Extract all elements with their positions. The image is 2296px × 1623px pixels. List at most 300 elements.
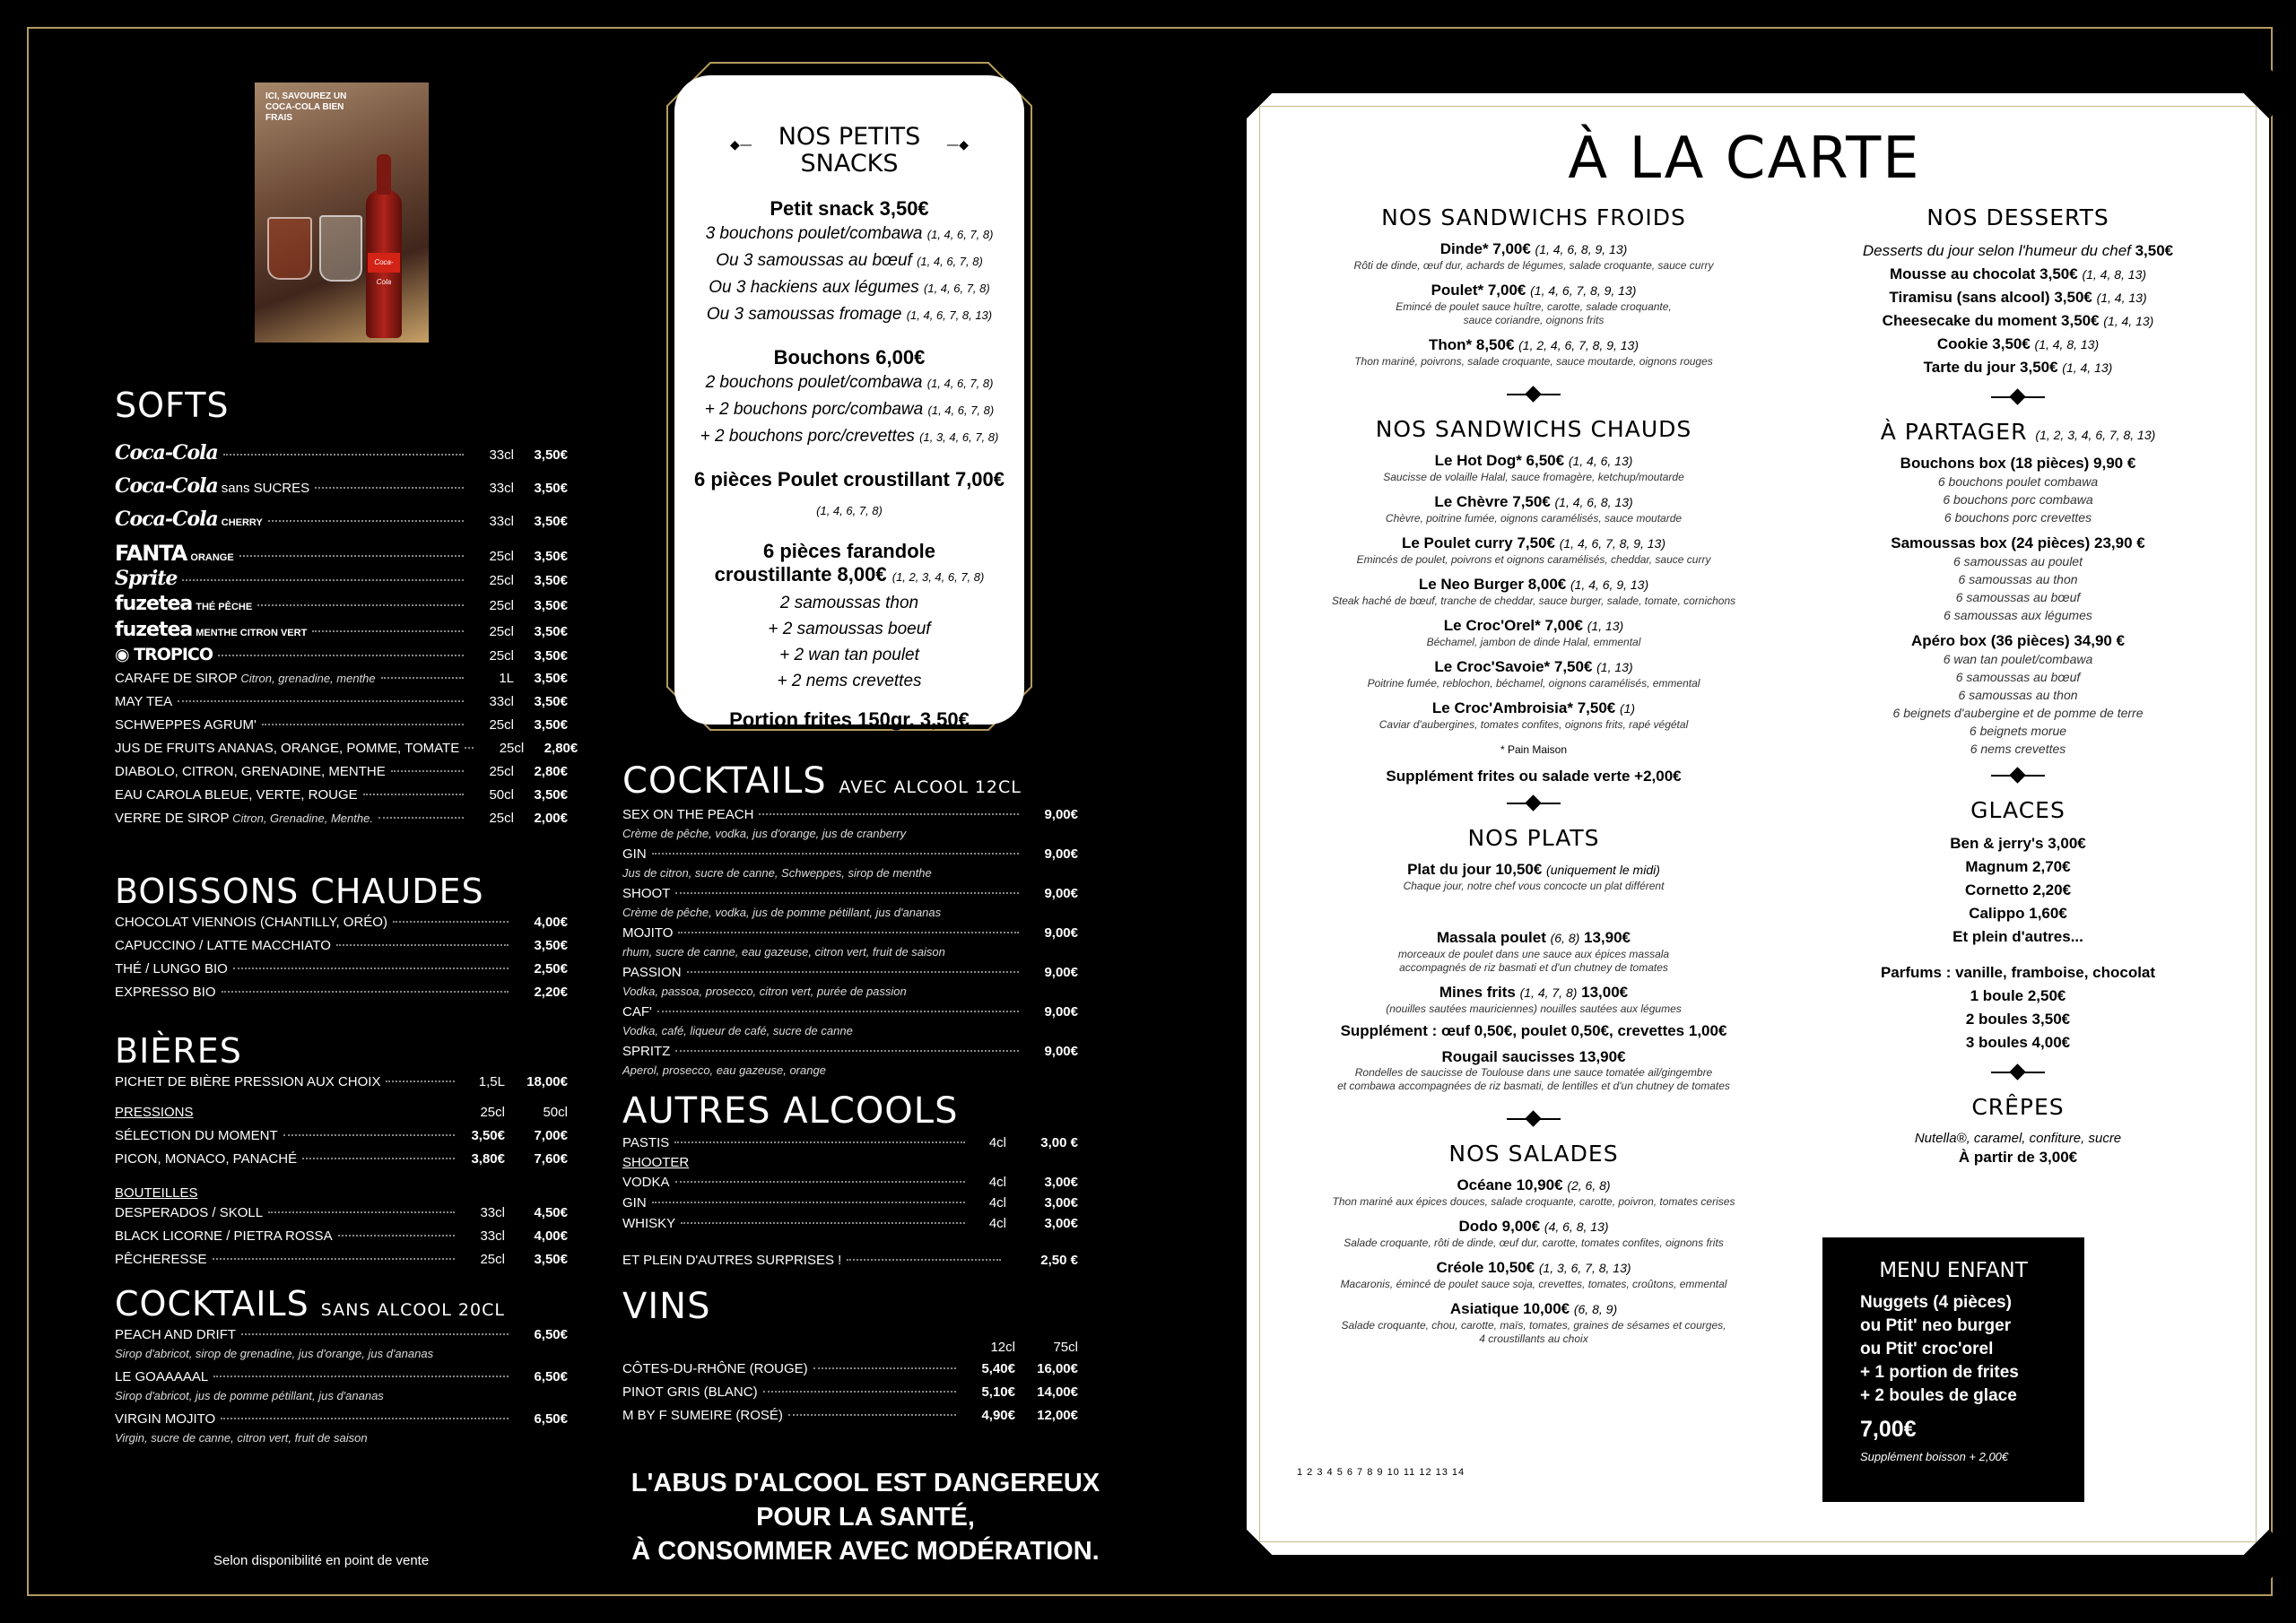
allergens: (1, 2, 4, 6, 7, 8, 9, 13) <box>1518 338 1639 352</box>
item-name <box>115 541 234 566</box>
menu-row <box>115 474 568 508</box>
snack-title <box>674 563 1024 590</box>
box-line: 6 samoussas au poulet <box>1953 554 2083 568</box>
item-name <box>622 886 670 901</box>
item-label: DIABOLO, CITRON, GRENADINE, MENTHE <box>115 764 386 779</box>
item-price: 3,50€ <box>534 481 568 496</box>
cocktails-sans-list <box>115 1327 568 1454</box>
bieres-list <box>115 1074 568 1275</box>
item-label: CHOCOLAT VIENNOIS (CHANTILLY, ORÉO) <box>115 915 387 930</box>
item-desc: Crème de pêche, vodka, jus d'orange, jus de cranberry <box>622 827 907 840</box>
menu-enfant-line: + 2 boules de glace <box>1860 1386 2017 1405</box>
coca-cola-poster <box>255 82 429 343</box>
allergens: (1, 4, 6, 13) <box>1568 454 1633 468</box>
item-label: VODKA <box>622 1175 670 1190</box>
item-price: 3,50€ <box>534 938 568 953</box>
pain-maison-note: * Pain Maison <box>1500 743 1568 756</box>
dish-desc: Emincés de poulet, poivrons et oignons caramélisés, cheddar, sauce curry <box>1356 553 1711 566</box>
item-size: 5,10€ <box>981 1384 1015 1400</box>
frites-snack: Portion frites 150gr. 3,50€ <box>729 708 970 731</box>
farandole-snack <box>674 540 1024 694</box>
item-size: 4cl <box>988 1195 1006 1211</box>
menu-row <box>622 965 1078 985</box>
dessert-item <box>1767 309 2269 333</box>
dish-desc: accompagnés de riz basmati et d'un chutney de tomates <box>1399 961 1668 974</box>
menu-row <box>622 925 1078 945</box>
allergens: (6, 8, 9) <box>1573 1302 1618 1316</box>
carte-panel <box>1247 93 2269 1555</box>
snack-title: Petit snack 3,50€ <box>770 197 929 220</box>
footnote: Selon disponibilité en point de vente <box>213 1553 430 1568</box>
menu-row <box>622 807 1078 827</box>
item-name <box>115 938 331 953</box>
leader-dots <box>813 1367 956 1369</box>
dish-desc: Poitrine fumée, reblochon, béchamel, oignons caramélisés, emmental <box>1367 677 1700 690</box>
dish-name <box>1274 281 1794 300</box>
pressions-label: PRESSIONS <box>115 1105 194 1120</box>
item-size: 4cl <box>988 1175 1006 1190</box>
item-name <box>622 1253 841 1268</box>
item-name <box>115 787 358 803</box>
item-desc: Citron, Grenadine, Menthe. <box>229 812 373 825</box>
spacer <box>1274 484 1794 492</box>
snack-text: + 2 bouchons porc/combawa <box>704 400 928 419</box>
menu-row <box>115 1228 568 1252</box>
dish-name <box>1274 534 1794 553</box>
leader-dots <box>675 892 1019 894</box>
item-name <box>622 1361 808 1376</box>
supplement-frites: Supplément frites ou salade verte +2,00€ <box>1386 768 1682 785</box>
brand-variant: CHERRY <box>221 517 263 528</box>
item-label: BLACK LICORNE / PIETRA ROSSA <box>115 1228 333 1244</box>
brand-logo: Coca-Cola <box>115 441 218 464</box>
dish-title: Le Hot Dog* 6,50€ <box>1434 452 1569 469</box>
item-price: 2,50 € <box>1040 1253 1078 1268</box>
item-price: 3,50€ <box>534 787 568 803</box>
dish-title: Asiatique 10,00€ <box>1449 1300 1574 1317</box>
spacer <box>1274 369 1794 377</box>
spacer <box>1274 1209 1794 1217</box>
spacer <box>1274 273 1794 281</box>
col-header: 75cl <box>1053 1340 1078 1355</box>
leader-dots <box>257 604 464 606</box>
box-line: 6 samoussas au thon <box>1958 688 2078 702</box>
item-name <box>115 1369 208 1384</box>
item-label: PASSION <box>622 965 682 980</box>
diamond-icon: ◆— <box>730 138 752 152</box>
dish-title: Mines frits <box>1439 984 1520 1001</box>
dish-desc: Thon mariné aux épices douces, salade croquante, carotte, poivron, tomates cerises <box>1332 1195 1735 1208</box>
glace-parfums: Parfums : vanille, framboise, chocolat <box>1880 964 2156 981</box>
brand-variant: THÉ PÊCHE <box>196 602 253 612</box>
divider-icon <box>1991 1063 2045 1081</box>
menu-row <box>115 938 568 961</box>
dessert-item <box>1767 286 2269 309</box>
spacer <box>1274 893 1794 901</box>
item-size: 33cl <box>480 1228 505 1244</box>
carte-title: À LA CARTE <box>1568 126 1921 192</box>
item-price: 16,00€ <box>1037 1361 1078 1376</box>
item-label: CARAFE DE SIROP <box>115 671 238 686</box>
item-label: SEX ON THE PEACH <box>622 807 754 822</box>
dessert-name: Cheesecake du moment <box>1882 312 2062 329</box>
spacer <box>1274 567 1794 575</box>
menu-row <box>115 441 568 474</box>
item-name <box>115 1411 215 1427</box>
brand-logo: Coca-Cola <box>115 474 218 498</box>
menu-row <box>115 717 568 741</box>
leader-dots <box>657 1011 1019 1012</box>
dish-desc: morceaux de poulet dans une sauce aux épices massala <box>1397 948 1670 960</box>
item-size: 4cl <box>988 1216 1006 1231</box>
dish-name <box>1274 239 1794 259</box>
menu-row <box>115 671 568 694</box>
item-size: 3,50€ <box>471 1128 505 1143</box>
item-desc: Virgin, sucre de canne, citron vert, fruit de saison <box>115 1431 368 1445</box>
menu-row <box>622 1384 1078 1408</box>
item-price: 9,00€ <box>1044 965 1078 980</box>
crepes-toppings: Nutella®, caramel, confiture, sucre <box>1914 1131 2122 1146</box>
dessert-item <box>1767 333 2269 356</box>
spacer <box>1274 975 1794 983</box>
leader-dots <box>381 677 464 679</box>
dish-name <box>1274 1176 1794 1195</box>
dish-desc: Rondelles de saucisse de Toulouse dans une sauce tomatée ail/gingembre <box>1354 1066 1713 1079</box>
box-line: 6 bouchons porc crevettes <box>1944 510 2092 525</box>
glace-boule: 1 boule 2,50€ <box>1970 987 2066 1004</box>
menu-row <box>115 1369 568 1389</box>
plats-title: NOS PLATS <box>1467 825 1600 851</box>
spacer <box>1274 1291 1794 1299</box>
glass-icon <box>267 217 312 280</box>
leader-dots <box>675 1050 1019 1052</box>
item-name <box>115 811 373 826</box>
leader-dots <box>386 1081 455 1082</box>
item-price: 9,00€ <box>1044 886 1078 901</box>
item-label: GIN <box>622 1195 647 1211</box>
spacer <box>1274 1250 1794 1258</box>
snack-line: + 2 wan tan poulet <box>779 646 919 664</box>
item-size: 25cl <box>489 648 514 664</box>
dessert-name: Tarte du jour <box>1923 359 2021 376</box>
plats-list <box>1274 860 1794 1101</box>
leader-dots <box>378 817 464 819</box>
item-desc: Aperol, prosecco, eau gazeuse, orange <box>622 1063 826 1077</box>
box-line: 6 samoussas au bœuf <box>1955 670 2081 684</box>
dish-title: Rougail saucisses 13,90€ <box>1441 1048 1626 1065</box>
allergens: (1, 4, 13) <box>2062 360 2113 375</box>
snack-title: 6 pièces farandole <box>763 540 935 562</box>
brand-logo: ◉ TROPICO <box>115 645 213 664</box>
dish-name <box>1274 1047 1794 1066</box>
item-price: 9,00€ <box>1044 1004 1078 1020</box>
item-name <box>622 1044 670 1059</box>
dessert-item <box>1767 263 2269 286</box>
item-price: 3,00€ <box>1044 1195 1078 1211</box>
partager-title: À PARTAGER (1, 2, 3, 4, 6, 7, 8, 13) <box>1880 419 2156 445</box>
snack-text: 3 bouchons poulet/combawa <box>705 224 927 243</box>
item-price: 3,00€ <box>1044 1216 1078 1231</box>
allergens: (1, 3, 4, 6, 7, 8) <box>919 430 999 444</box>
snack-line <box>674 247 1024 274</box>
leader-dots <box>283 1134 455 1136</box>
item-price: 3,50€ <box>534 648 568 664</box>
col-header: 12cl <box>990 1340 1015 1355</box>
item-label: THÉ / LUNGO BIO <box>115 961 228 976</box>
leader-dots <box>393 921 509 923</box>
menu-row <box>115 1128 568 1151</box>
item-price: 2,20€ <box>534 985 568 1000</box>
item-desc: rhum, sucre de canne, eau gazeuse, citron vert, fruit de saison <box>622 945 945 959</box>
item-label: PÊCHERESSE <box>115 1252 207 1267</box>
boissons-chaudes-title: BOISSONS CHAUDES <box>115 872 484 911</box>
menu-row <box>115 645 568 671</box>
item-label: CAPUCCINO / LATTE MACCHIATO <box>115 938 331 953</box>
item-price: 3,00 € <box>1040 1135 1078 1150</box>
item-label: JUS DE FRUITS ANANAS, ORANGE, POMME, TOMATE <box>115 741 460 756</box>
dish-title: Le Croc'Orel* 7,00€ <box>1443 617 1587 634</box>
pressions-header <box>115 1105 568 1128</box>
item-name <box>622 1408 783 1423</box>
item-label: CÔTES-DU-RHÔNE (ROUGE) <box>622 1361 808 1376</box>
item-name <box>115 717 257 733</box>
item-label: WHISKY <box>622 1216 676 1231</box>
item-size: 4,90€ <box>981 1408 1015 1423</box>
item-size: 5,40€ <box>981 1361 1015 1376</box>
snack-line: + 2 samoussas boeuf <box>768 620 931 638</box>
leader-dots <box>847 1259 1001 1261</box>
snack-text: croustillante 8,00€ <box>714 563 892 586</box>
glace-item: Et plein d'autres... <box>1952 928 2083 945</box>
item-price: 3,50€ <box>534 514 568 529</box>
box-line: 6 samoussas aux légumes <box>1944 608 2092 622</box>
dish-title: Dodo 9,00€ <box>1458 1218 1544 1235</box>
allergens: (1, 4, 6, 7, 8) <box>926 228 994 241</box>
snack-text: Ou 3 hackiens aux légumes <box>709 278 925 297</box>
divider-icon <box>1507 1110 1561 1128</box>
menu-row <box>115 961 568 985</box>
item-name <box>115 764 386 779</box>
allergens: (1, 4, 6, 7, 8) <box>927 404 995 417</box>
allergens: (1, 4, 6, 8, 9, 13) <box>1535 242 1628 256</box>
glace-item: Magnum 2,70€ <box>1965 858 2071 875</box>
vins-list <box>622 1340 1078 1431</box>
allergens: (1, 4, 6, 8, 13) <box>1554 495 1633 509</box>
cocktails-sans-title: COCKTAILS SANS ALCOOL 20CL <box>115 1284 505 1324</box>
dish-desc: Béchamel, jambon de dinde Halal, emmental <box>1426 636 1641 648</box>
bouchons-snack <box>674 346 1024 450</box>
item-name <box>115 508 263 531</box>
menu-row <box>115 985 568 1008</box>
leader-dots <box>363 794 464 795</box>
item-price: 18,00€ <box>526 1074 568 1089</box>
item-name <box>622 1175 670 1190</box>
item-size: 1L <box>499 671 514 686</box>
spacer <box>1274 525 1794 534</box>
item-name <box>115 645 213 664</box>
menu-row <box>622 1135 1078 1155</box>
dish-price: 13,90€ <box>1579 929 1631 946</box>
item-price: 9,00€ <box>1044 1044 1078 1059</box>
item-price: 9,00€ <box>1044 846 1078 862</box>
crepes-price: À partir de 3,00€ <box>1958 1149 2078 1166</box>
dish-desc: Emincé de poulet sauce huître, carotte, salade croquante, <box>1396 300 1672 313</box>
leader-dots <box>675 1181 965 1183</box>
plats-supplement: Supplément : œuf 0,50€, poulet 0,50€, crevettes 1,00€ <box>1340 1022 1727 1039</box>
menu-row <box>622 1408 1078 1431</box>
item-size: 25cl <box>480 1252 505 1267</box>
box-line: 6 samoussas au thon <box>1958 572 2078 586</box>
allergens: (1, 4, 6, 7, 8, 13) <box>906 308 993 322</box>
item-label: PINOT GRIS (BLANC) <box>622 1384 758 1400</box>
menu-row <box>115 1151 568 1175</box>
leader-dots <box>223 454 464 456</box>
dish-desc: Macaronis, émincé de poulet sauce soja, crevettes, tomates, croûtons, emmental <box>1340 1278 1727 1290</box>
dish-desc: Saucisse de volaille Halal, sauce fromagère, ketchup/moutarde <box>1383 471 1684 483</box>
leader-dots <box>681 1222 965 1224</box>
allergens: (1, 4, 6, 7, 8, 9, 13) <box>1559 536 1666 551</box>
menu-enfant-title: MENU ENFANT <box>1879 1259 2028 1282</box>
salades-title: NOS SALADES <box>1448 1141 1619 1167</box>
leader-dots <box>222 991 509 993</box>
menu-row <box>115 811 568 834</box>
allergens: (2, 6, 8) <box>1567 1178 1611 1193</box>
dish-desc: Chaque jour, notre chef vous concocte un plat différent <box>1403 880 1665 892</box>
brand-logo: fuzetea <box>115 619 193 641</box>
item-price: 12,00€ <box>1037 1408 1078 1423</box>
item-price: 4,50€ <box>534 1205 568 1220</box>
menu-row <box>622 886 1078 906</box>
spacer <box>1274 1093 1794 1101</box>
salades-list <box>1274 1176 1794 1354</box>
menu-row <box>115 694 568 717</box>
desserts-title: NOS DESSERTS <box>1926 204 2109 230</box>
dish-name <box>1274 1299 1794 1319</box>
allergens: (1) <box>1619 701 1636 716</box>
box-line: 6 samoussas au bœuf <box>1955 590 2081 604</box>
box-line: 6 bouchons porc combawa <box>1943 492 2093 507</box>
snack-text: + 2 bouchons porc/crevettes <box>700 427 920 446</box>
item-name <box>115 1327 236 1342</box>
item-desc: Crème de pêche, vodka, jus de pomme pétillant, jus d'ananas <box>622 906 942 919</box>
dish-title: Thon* 8,50€ <box>1429 336 1519 353</box>
dessert-name: Cookie <box>1936 335 1993 352</box>
softs-title: SOFTS <box>115 386 230 425</box>
divider-icon <box>1507 386 1561 404</box>
menu-enfant-line: ou Ptit' neo burger <box>1860 1316 2012 1335</box>
glace-boule: 2 boules 3,50€ <box>1965 1011 2071 1028</box>
dish-title: Le Chèvre 7,50€ <box>1434 493 1555 510</box>
spacer <box>1274 1346 1794 1354</box>
dish-title: Le Croc'Ambroisia* 7,50€ <box>1431 699 1620 716</box>
item-size: 33cl <box>489 694 514 709</box>
item-name <box>115 1074 380 1089</box>
softs-list <box>115 441 578 834</box>
leader-dots <box>262 724 464 725</box>
menu-row <box>115 787 568 811</box>
item-label: PASTIS <box>622 1135 670 1150</box>
item-price: 3,50€ <box>534 671 568 686</box>
item-size: 33cl <box>480 1205 505 1220</box>
leader-dots <box>233 968 509 969</box>
brand-variant: ORANGE <box>190 552 234 563</box>
item-label: ET PLEIN D'AUTRES SURPRISES ! <box>622 1253 842 1268</box>
shooter-label: SHOOTER <box>622 1155 690 1170</box>
menu-row <box>115 1205 568 1228</box>
crepes-title: CRÊPES <box>1971 1094 2065 1120</box>
dish-price: 13,00€ <box>1577 984 1629 1001</box>
item-price: 3,50€ <box>534 624 568 639</box>
dish-title: Dinde* 7,00€ <box>1439 240 1535 257</box>
dish-desc: Chèvre, poitrine fumée, oignons caramélisés, sauce moutarde <box>1385 512 1683 525</box>
item-size: 25cl <box>489 811 514 826</box>
snack-text: 2 bouchons poulet/combawa <box>705 373 927 392</box>
box-line: 6 nems crevettes <box>1970 742 2066 756</box>
item-name <box>115 1252 207 1267</box>
dessert-price: 3,50€ <box>2039 265 2083 282</box>
item-label: PEACH AND DRIFT <box>115 1327 237 1342</box>
menu-row <box>115 1411 568 1431</box>
menu-enfant-line: ou Ptit' croc'orel <box>1860 1340 1994 1358</box>
item-size: 33cl <box>489 447 514 463</box>
leader-dots <box>268 1211 455 1213</box>
leader-dots <box>652 853 1019 855</box>
vins-title: VINS <box>622 1286 711 1327</box>
glace-item: Calippo 1,60€ <box>1969 905 2067 922</box>
item-label: PICHET DE BIÈRE PRESSION AUX CHOIX <box>115 1074 381 1089</box>
item-label: SPRITZ <box>622 1044 671 1059</box>
menu-row <box>622 1361 1078 1384</box>
item-name <box>622 1195 647 1211</box>
menu-row <box>622 1175 1078 1195</box>
col-header: 50cl <box>543 1105 568 1120</box>
allergens: (uniquement le midi) <box>1546 863 1660 877</box>
snack-text: Ou 3 samoussas fromage <box>706 305 907 324</box>
dessert-price: 3,50€ <box>2061 312 2104 329</box>
dish-name <box>1274 616 1794 636</box>
dish-name <box>1274 928 1794 948</box>
brand-variant: sans SUCRES <box>221 481 310 496</box>
glass-icon <box>319 215 362 282</box>
dessert-price: 3,50€ <box>2054 289 2097 306</box>
allergens: (1, 4, 6, 7, 8) <box>924 282 990 295</box>
snack-title: Bouchons 6,00€ <box>773 346 926 369</box>
item-price: 2,00€ <box>534 811 568 826</box>
dish-desc: Thon mariné, poivrons, salade croquante, sauce moutarde, oignons rouges <box>1354 355 1713 368</box>
snack-line <box>674 221 1024 247</box>
item-label: SHOOT <box>622 886 671 901</box>
menu-row <box>115 567 568 593</box>
item-price: 3,50€ <box>534 598 568 613</box>
item-desc: Vodka, passoa, prosecco, citron vert, purée de passion <box>622 985 907 998</box>
item-name <box>622 1384 758 1400</box>
item-name <box>115 567 177 590</box>
menu-row <box>115 764 568 787</box>
allergens: (1, 4, 6, 7, 8) <box>926 377 994 390</box>
leader-dots <box>312 630 464 632</box>
snacks-title: ◆— NOS PETITS —◆ SNACKS <box>730 123 969 178</box>
dish-title: Plat du jour 10,50€ <box>1407 861 1547 878</box>
item-price: 7,60€ <box>534 1151 568 1167</box>
item-size: 25cl <box>489 717 514 733</box>
allergens: (1, 2, 3, 4, 6, 7, 8) <box>891 570 985 584</box>
leader-dots <box>763 1391 956 1393</box>
menu-row <box>115 915 568 938</box>
leader-dots <box>221 1418 509 1419</box>
item-price: 4,00€ <box>534 915 568 930</box>
glaces-title: GLACES <box>1970 797 2066 823</box>
brand-variant: MENTHE CITRON VERT <box>196 628 308 638</box>
